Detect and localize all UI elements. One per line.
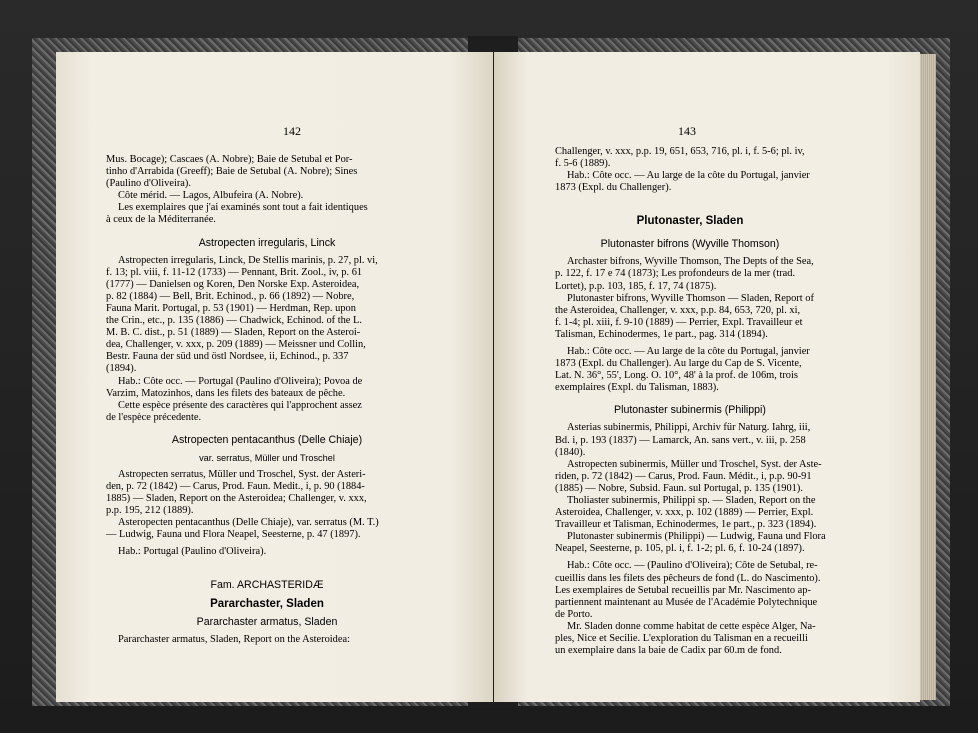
text-line: Talisman, Echinodermes, 1e part., pag. 314 (1894). [555,328,768,340]
text-line: (Paulino d'Oliveira). [106,178,191,190]
text-line: Hab.: Côte occ. — (Paulino d'Oliveira); Côte de Setubal, re- [567,560,818,572]
section-heading: Pararchaster, Sladen [210,597,324,610]
text-line: riden, p. 72 (1842) — Carus, Prod. Faun. Médit., i, p.p. 90-91 [555,470,812,482]
text-line: Plutonaster subinermis (Philippi) — Ludwig, Fauna und Flora [567,531,826,543]
right-page-text [555,146,825,657]
text-line: 1873 (Expl. du Challenger). Au large du Cap de S. Vicente, [555,358,802,370]
spacer [555,394,825,404]
text-line: den, p. 72 (1842) — Carus, Prod. Faun. Medit., i, p. 90 (1884- [106,480,365,492]
text-line: Hab.: Portugal (Paulino d'Oliveira). [118,546,267,558]
text-line: (1885) — Nobre, Subsid. Faun. sul Portugal, p. 135 (1901). [555,482,803,494]
text-line: 1885) — Sladen, Report on the Asteroidea; Challenger, v. xxx, [106,493,367,505]
text-line: Les exemplaires de Setubal recueillis par Mr. Nascimento ap- [555,584,811,596]
text-line: Asteropecten pentacanthus (Delle Chiaje), var. serratus (M. T.) [118,517,379,529]
text-line: — Ludwig, Fauna und Flora Neapel, Seesterne, p. 47 (1897). [106,529,361,541]
spacer [106,227,428,237]
text-line: un exemplaire dans la baie de Cadix par 60.m de fond. [555,645,782,657]
text-line: Lat. N. 36°, 55', Long. O. 10°, 48' à la prof. de 106m, trois [555,370,798,382]
text-line: (1777) — Danielsen og Koren, Den Norske Exp. Asteroidea, [106,278,360,290]
text-line: Fauna Marit. Portugal, p. 53 (1901) — Herdman, Rep. upon [106,302,356,314]
text-line: (1840). [555,446,586,458]
section-heading: Astropecten pentacanthus (Delle Chiaje) [171,433,363,446]
text-line: partiennent maintenant au Musée de l'Académie Polytechnique [555,596,818,608]
text-line: M. B. C. dist., p. 51 (1889) — Sladen, Report on the Asteroi- [106,327,361,339]
section-heading: var. serratus, Müller und Troschel [199,452,335,463]
section-heading: Plutonaster bifrons (Wyville Thomson) [600,238,780,251]
text-line: Varzim, Matozinhos, dans les filets des bateaux de pêche. [106,387,346,399]
text-line: dea, Challenger, v. xxx, p. 209 (1889) — Meissner und Collin, [106,339,366,351]
text-line: ples, Nice et Secilie. L'exploration du Talisman en a recueilli [555,633,808,644]
text-line: Bestr. Fauna der süd und östl Nordsee, ii, Echinod., p. 337 [106,351,349,363]
text-line: Travailleur et Talisman, Echinodermes, 1e part., p. 323 (1894). [555,519,817,531]
text-line: f. 13; pl. viii, f. 11-12 (1733) — Pennant, Brit. Zool., iv, p. 61 [106,266,363,278]
text-line: de Porto. [555,608,593,620]
section-heading: Pararchaster armatus, Sladen [196,615,338,628]
text-line: Archaster bifrons, Wyville Thomson, The Depts of the Sea, [567,256,814,268]
left-page-text [106,154,428,646]
text-line: Astropecten subinermis, Müller und Troschel, Syst. der Aste- [567,458,822,470]
text-line: 1873 (Expl. du Challenger). [555,182,672,194]
text-line: Mus. Bocage); Cascaes (A. Nobre); Baie de Setubal et Por- [106,154,353,165]
text-line: de l'espèce précedente. [106,411,202,423]
text-line: Asteroidea, Challenger, v. xxx, p. 102 (1889) — Perrier, Expl. [555,507,814,519]
text-line: Asterias subinermis, Philippi, Archiv für Naturg. Iahrg, iii, [567,422,811,434]
text-line: Bd. i, p. 193 (1837) — Lamarck, An. sans vert., v. iii, p. 258 [555,434,806,446]
text-line: p.p. 195, 212 (1889). [106,505,194,517]
spacer [106,569,428,579]
text-line: (1894). [106,363,137,375]
section-heading: Fam. ARCHASTERIDÆ [210,578,324,591]
text-line: Astropecten irregularis, Linck, De Stellis marinis, p. 27, pl. vi, [118,254,378,266]
text-line: Hab.: Côte occ. — Au large de la côte du Portugal, janvier [567,170,810,182]
right-page-number: 143 [678,124,696,138]
text-line: Challenger, v. xxx, p.p. 19, 651, 653, 716, pl. i, f. 5-6; pl. iv, [555,146,805,157]
text-line: p. 82 (1884) — Bell, Brit. Echinod., p. 66 (1892) — Nobre, [106,290,355,302]
text-line: p. 122, f. 17 e 74 (1873); Les profondeurs de la mer (trad. [555,268,796,280]
text-line: exemplaires (Expl. du Talisman, 1883). [555,382,719,394]
text-line: f. 5-6 (1889). [555,158,611,170]
spacer [555,194,825,204]
section-heading: Plutonaster subinermis (Philippi) [614,404,766,417]
text-line: Côte mérid. — Lagos, Albufeira (A. Nobre). [118,190,304,202]
text-line: Cette espèce présente des caractères qui l'approchent assez [118,399,362,411]
text-line: f. 1-4; pl. xiii, f. 9-10 (1889) — Perrier, Expl. Travailleur et [555,316,803,328]
text-line: Hab.: Côte occ. — Portugal (Paulino d'Oliveira); Povoa de [118,375,363,387]
section-heading: Plutonaster, Sladen [636,215,744,228]
text-line: the Asteroidea, Challenger, v. xxx, p.p. 84, 653, 720, pl. xi, [555,304,801,316]
text-line: cueillis dans les filets des pêcheurs de fond (L. do Nascimento). [555,572,821,584]
text-line: Mr. Sladen donne comme habitat de cette espèce Alger, Na- [567,620,816,632]
section-heading: Astropecten irregularis, Linck [198,236,336,249]
left-page-number: 142 [283,124,301,138]
text-line: Astropecten serratus, Müller und Troschel, Syst. der Asteri- [118,468,366,480]
text-line: Hab.: Côte occ. — Au large de la côte du Portugal, janvier [567,346,810,358]
text-line: Les exemplaires que j'ai examinés sont tout a fait identiques [118,202,368,214]
text-line: Lortet), p.p. 103, 185, f. 17, 74 (1875). [555,280,717,292]
spacer [555,204,825,214]
spacer [106,559,428,569]
text-line: Neapel, Seesterne, p. 105, pl. i, f. 1-2; pl. 6, f. 10-24 (1897). [555,543,805,555]
spacer [555,228,825,238]
text-line: Plutonaster bifrons, Wyville Thomson — Sladen, Report of [567,292,814,304]
text-line: Tholiaster subinermis, Philippi sp. — Sladen, Report on the [567,494,816,506]
spacer [106,424,428,434]
text-line: à ceux de la Méditerranée. [106,214,216,226]
text-line: Pararchaster armatus, Sladen, Report on the Asteroidea: [118,633,350,645]
text-line: the Crin., etc., p. 135 (1886) — Chadwick, Echinod. of the L. [106,315,362,327]
text-line: tinho d'Arrabida (Greeff); Baie de Setubal (A. Nobre); Sines [106,166,358,178]
page-edges [918,54,936,700]
